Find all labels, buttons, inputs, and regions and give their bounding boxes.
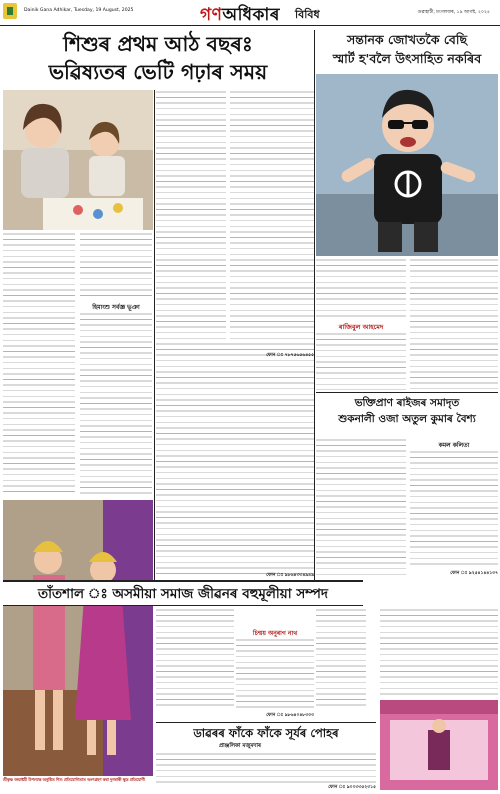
divider-vertical-right (314, 30, 315, 580)
article-text-sun (156, 752, 376, 784)
article-text-childhood-col6 (156, 342, 314, 577)
article-text-childhood-col2 (230, 90, 314, 340)
article-text-fashion-col2 (410, 258, 498, 390)
article-text-childhood-col3 (3, 232, 75, 496)
headline-fashion-line1: সন্তানক জোখতকৈ বেছি (346, 32, 468, 47)
phone-pottery: ফোন ঃ ৯৮৬৪০৪৮৩৩৩ (266, 713, 314, 718)
article-text-childhood-col4 (80, 232, 152, 300)
article-text-poet-col1 (316, 438, 406, 578)
byline-poet: কমল কলিতা (438, 442, 470, 449)
phone-mid2: ফোন ঃ ৯৮৬৪৩৩৪৯৪৯ (266, 573, 314, 578)
masthead (0, 0, 500, 26)
headline-poet-line2: শুকনালী ওজা অতুল কুমাৰ বৈশ্য (338, 413, 476, 425)
headline-fashion-line2: স্মাৰ্ট হ'বলৈ উৎসাহিত নকৰিব (332, 51, 482, 66)
headline-childhood-line1: শিশুৰ প্ৰথম আঠ বছৰঃ (63, 32, 253, 56)
section-name: বিবিধ (295, 8, 320, 21)
byline-childhood: হিমাংশু সৰ্বজ্ঞ ভূঞা (92, 304, 140, 311)
article-text-pottery-col3 (316, 608, 366, 708)
photo-stylish-toddler (316, 74, 498, 256)
photo-mother-child (3, 90, 153, 230)
divider-sun (156, 722, 376, 723)
caption-children-costume: শ্ৰীকৃষ্ণ জন্মাষ্টমী উপলক্ষে অনুষ্ঠিত শিশু প্ৰতিযোগিতাত অংশগ্ৰহণ কৰা দুগৰাকী ক্ষুদ্ৰ প্ৰতিযোগী (3, 777, 145, 782)
byline-pottery: চিন্ময় অনুৰাগ নাথ (252, 630, 298, 637)
divider-poet (316, 392, 498, 393)
headline-childhood (3, 30, 313, 90)
masthead-logo: গণঅধিকাৰ (200, 5, 280, 25)
headline-pottery-band (3, 580, 363, 606)
photo-children-costume (3, 500, 153, 776)
headline-child-fashion (316, 30, 498, 72)
phone-mid: ফোন ঃ ৭৮৭৫৬৫৬৪৫৫ (266, 353, 314, 358)
masthead-date-local: গুৱাহাটী, মংগলবাৰ, ১৯ আগষ্ট, ২০২৫ (417, 10, 490, 15)
headline-childhood-line2: ভৱিষ্যতৰ ভেটি গঢ়াৰ সময় (48, 60, 268, 84)
headline-pottery: তাঁতশাল ঃ অসমীয়া সমাজ জীৱনৰ বহুমূলীয়া সম্পদ (37, 586, 329, 602)
article-text-pottery-col1 (156, 608, 234, 708)
article-text-childhood-col1 (156, 90, 226, 340)
article-text-poet-col2 (410, 450, 498, 568)
article-text-pottery-col2 (236, 638, 314, 708)
masthead-date: Dainik Gana Adhikar, Tuesday, 19 August, 2025 (24, 8, 134, 13)
article-text-fashion-col3 (316, 332, 406, 390)
headline-sun: ডাৱৰৰ ফাঁকে ফাঁকে সূৰ্যৰ পোহৰ (193, 726, 339, 740)
byline-child-fashion: ৰাজিবুল আহমেদ (338, 323, 384, 331)
byline-sun: প্ৰাঞ্জলিকা মজুমদাৰ (218, 743, 262, 749)
article-text-childhood-col5 (80, 312, 152, 496)
phone-sun: ফোন ঃ ৯০০৩৩৫২৩১৫ (328, 785, 376, 790)
headline-poet-line1: ভক্তিপ্ৰাণ ৰাইজৰ সমাদৃত (354, 397, 460, 409)
photo-weaver (380, 700, 498, 790)
article-text-fashion-col1 (316, 258, 406, 320)
article-text-right-col (380, 608, 498, 696)
headline-poet (316, 395, 498, 435)
phone-poet: ফোন ঃ ৯২৫৪১৪৪১৩৭ (450, 571, 498, 576)
divider-vertical-left (154, 90, 155, 580)
